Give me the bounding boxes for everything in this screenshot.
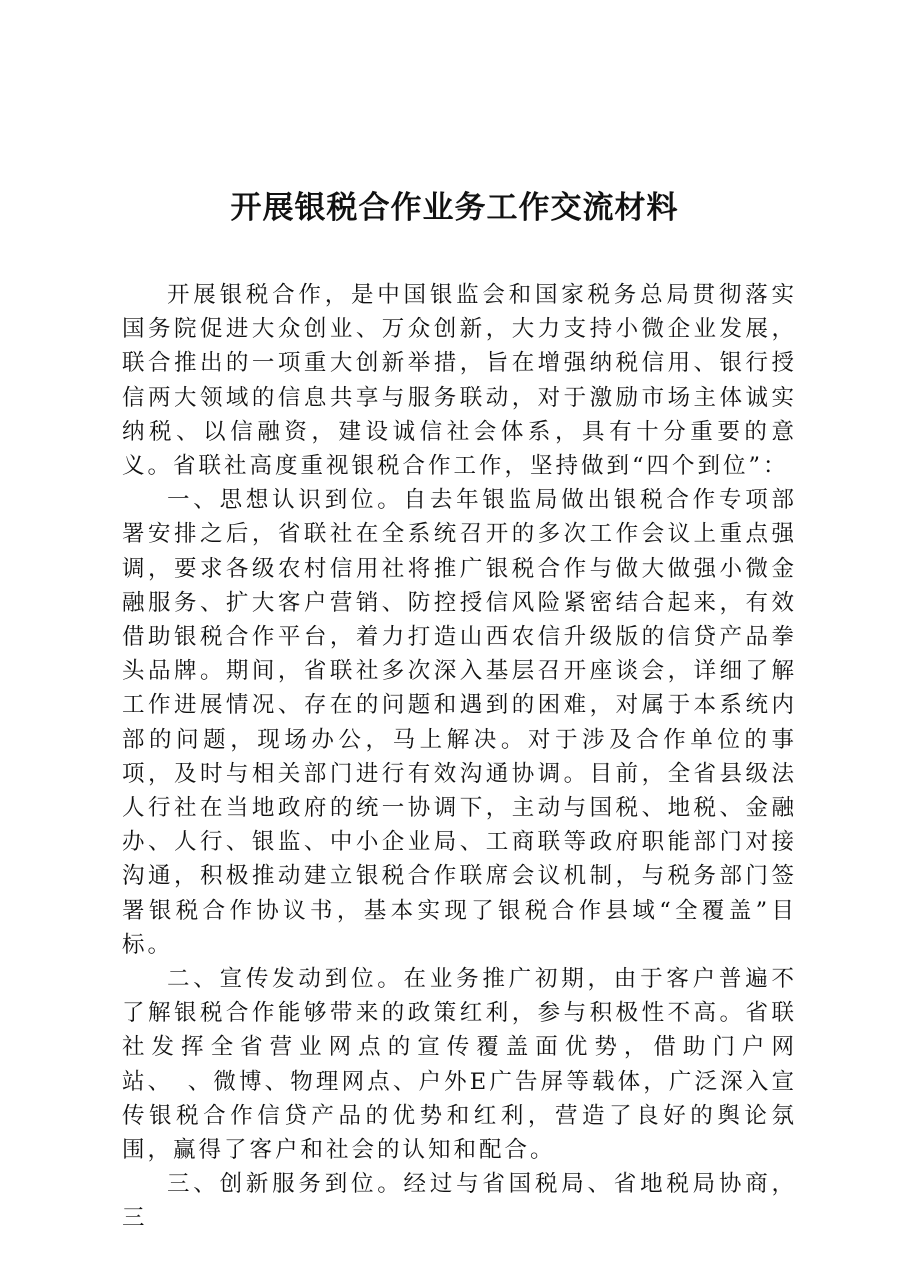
paragraph-publicity: 二、宣传发动到位。在业务推广初期，由于客户普遍不了解银税合作能够带来的政策红利，参与积极性不高。省联社发挥全省营业网点的宣传覆盖面优势，借助门户网站、 、微博、物理网点、户外E广告屏等载体，广泛深入宣传银税合作信贷产品的优势和红利，营造了良好的舆论氛围，赢得了客户和社会的认知和配合。 <box>122 966 797 1164</box>
paragraph-thinking: 一、思想认识到位。自去年银监局做出银税合作专项部署安排之后，省联社在全系统召开的多次工作会议上重点强调，要求各级农村信用社将推广银税合作与做大做强小微金融服务、扩大客户营销、防控授信风险紧密结合起来，有效借助银税合作平台，着力打造山西农信升级版的信贷产品拳头品牌。期间，省联社多次深入基层召开座谈会，详细了解工作进展情况、存在的问题和遇到的困难，对属于本系统内部的问题，现场办公，马上解决。对于涉及合作单位的事项，及时与相关部门进行有效沟通协调。目前，全省县级法人行社在当地政府的统一协调下，主动与国税、地税、金融办、人行、银监、中小企业局、工商联等政府职能部门对接沟通，积极推动建立银税合作联席会议机制，与税务部门签署银税合作协议书，基本实现了银税合作县域“全覆盖”目标。 <box>122 487 797 958</box>
paragraph-service: 三、创新服务到位。经过与省国税局、省地税局协商，三 <box>122 1171 797 1232</box>
document-body <box>122 278 797 1236</box>
document-title: 开展银税合作业务工作交流材料 <box>230 190 679 226</box>
paragraph-intro: 开展银税合作，是中国银监会和国家税务总局贯彻落实国务院促进大众创业、万众创新，大力支持小微企业发展，联合推出的一项重大创新举措，旨在增强纳税信用、银行授信两大领域的信息共享与服务联动，对于激励市场主体诚实纳税、以信融资，建设诚信社会体系，具有十分重要的意义。省联社高度重视银税合作工作，坚持做到“四个到位”： <box>122 282 797 480</box>
